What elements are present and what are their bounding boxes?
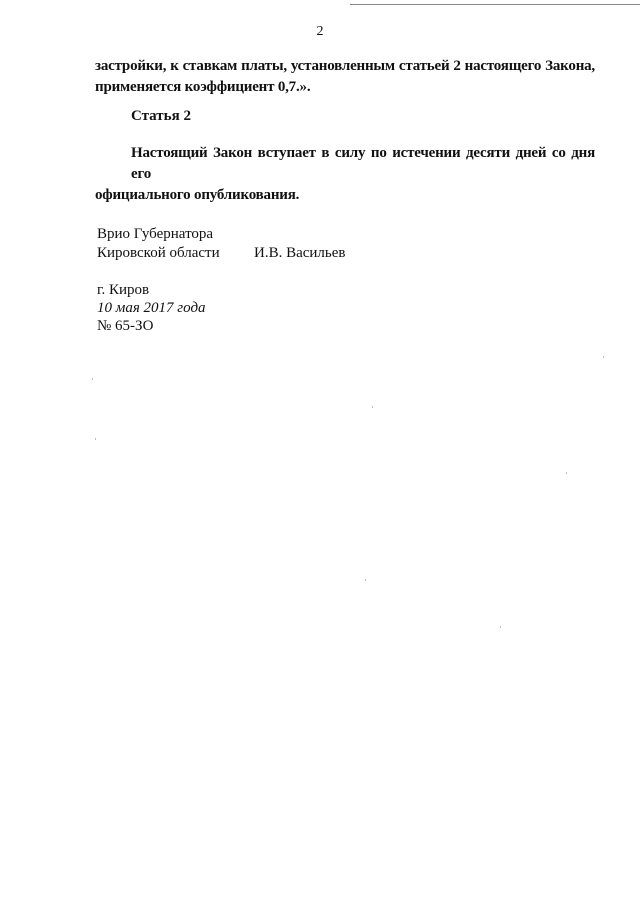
signatory-role: Врио Губернатора — [97, 226, 214, 242]
paragraph-1-line-2: применяется коэффициент 0,7.». — [95, 79, 311, 95]
scan-speck — [92, 378, 93, 380]
scan-speck — [95, 438, 96, 440]
paragraph-2 — [95, 143, 595, 206]
place: г. Киров — [97, 282, 150, 298]
page-number: 2 — [316, 24, 324, 39]
scan-speck — [500, 626, 501, 628]
scan-speck — [566, 472, 567, 474]
signatory-name: И.В. Васильев — [254, 245, 346, 261]
paragraph-2-line-1: Настоящий Закон вступает в силу по истечении десяти дней со дня его — [131, 145, 595, 182]
paragraph-1-line-1: застройки, к ставкам платы, установленным статьей 2 настоящего Закона, — [95, 58, 595, 74]
scan-speck — [603, 356, 604, 358]
article-heading: Статья 2 — [131, 108, 191, 124]
signatory-region: Кировской области — [97, 245, 220, 261]
date: 10 мая 2017 года — [97, 300, 206, 316]
scan-edge-line — [350, 4, 640, 5]
scan-speck — [365, 579, 366, 581]
paragraph-1 — [95, 56, 595, 98]
law-number: № 65-ЗО — [97, 318, 154, 334]
paragraph-2-line-2: официального опубликования. — [95, 187, 300, 203]
scan-speck — [372, 406, 373, 408]
